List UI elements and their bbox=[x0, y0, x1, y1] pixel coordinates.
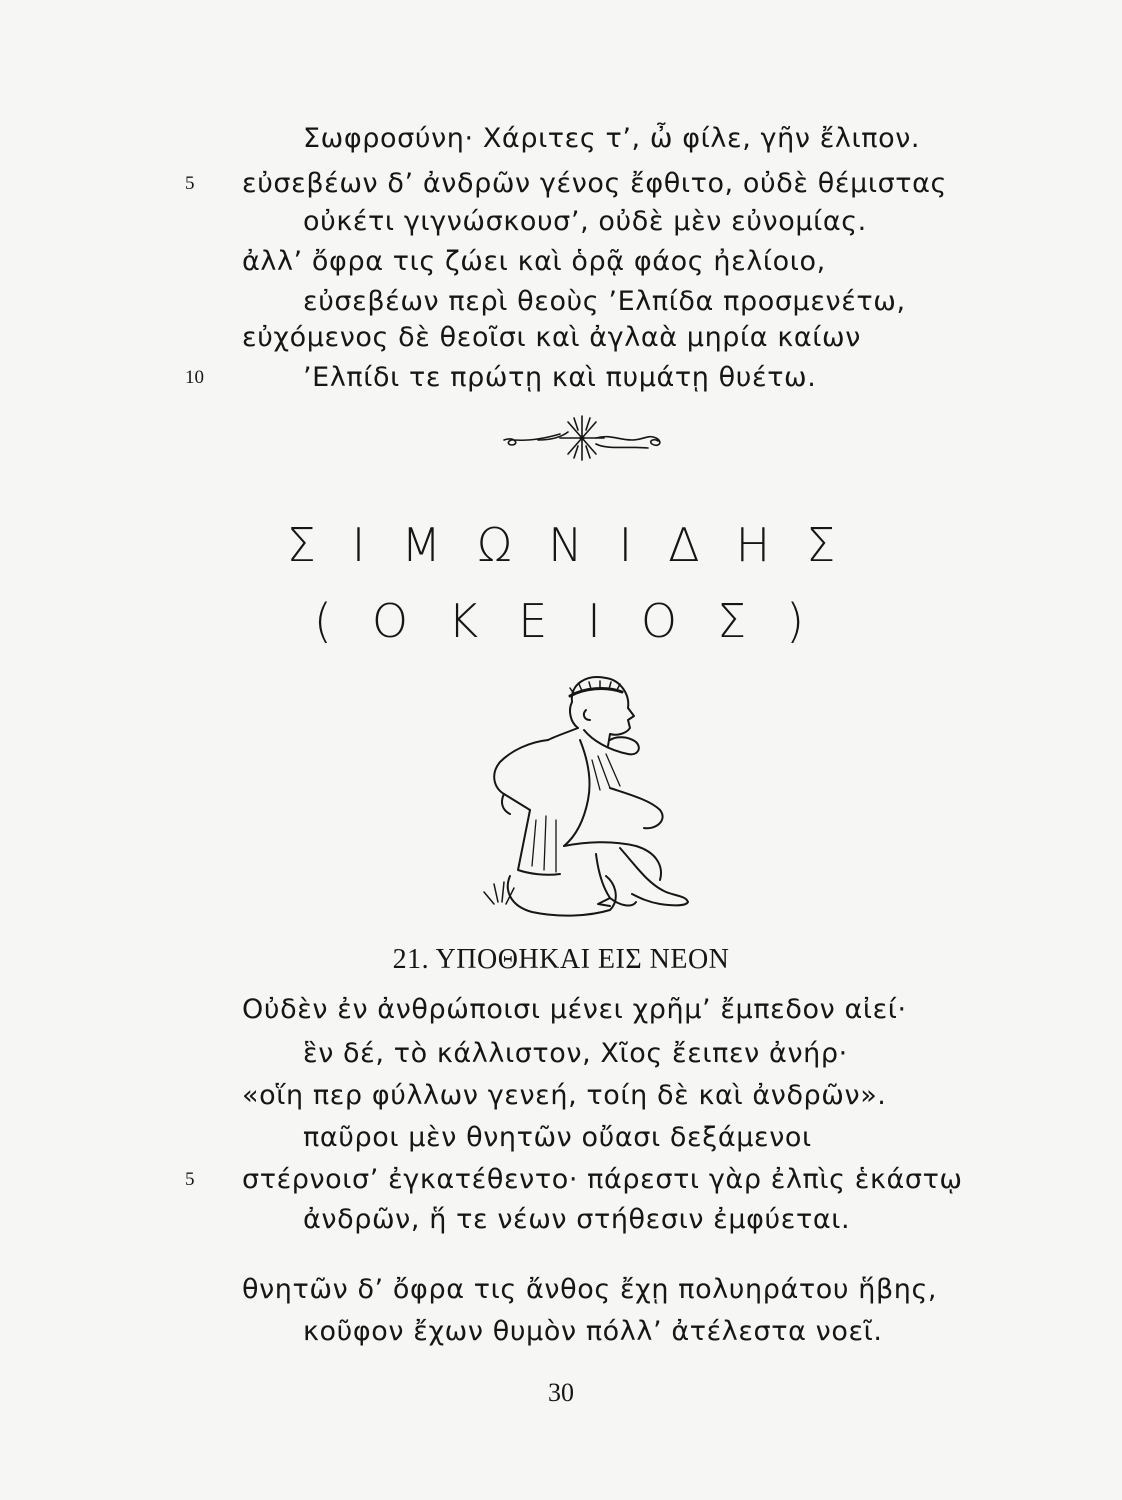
line-number-5-lower: 5 bbox=[185, 1169, 195, 1190]
line-number-5: 5 bbox=[185, 173, 195, 194]
lower-poem-line-6: ἀνδρῶν, ἥ τε νέων στήθεσιν ἐμφύεται. bbox=[303, 1204, 851, 1235]
fleuron-ornament bbox=[498, 410, 668, 466]
upper-poem-line-3: οὐκέτι γιγνώσκουσ’, οὐδὲ μὲν εὐνομίας. bbox=[303, 206, 867, 237]
lower-poem-line-1: Οὐδὲν ἐν ἀνθρώποισι μένει χρῆμ’ ἔμπεδον αἰεί· bbox=[242, 994, 907, 1025]
upper-poem-line-4: ἀλλ’ ὄφρα τις ζώει καὶ ὁρᾷ φάος ἠελίοιο, bbox=[242, 246, 826, 277]
lower-poem-line-2: ἓν δέ, τὸ κάλλιστον, Χῖος ἔειπεν ἀνήρ· bbox=[303, 1038, 848, 1069]
lower-poem-line-3: «οἵη περ φύλλων γενεή, τοίη δὲ καὶ ἀνδρῶν». bbox=[242, 1080, 887, 1111]
lower-poem-line-8: κοῦφον ἔχων θυμὸν πόλλ’ ἀτέλεστα νοεῖ. bbox=[303, 1316, 883, 1347]
upper-poem-line-5: εὐσεβέων περὶ θεοὺς ’Ελπίδα προσμενέτω, bbox=[303, 286, 906, 317]
poem-heading: 21. ΥΠΟΘΗΚΑΙ ΕΙΣ ΝΕΟΝ bbox=[392, 944, 730, 975]
upper-poem-line-1: Σωφροσύνη· Χάριτες τ’, ὦ φίλε, γῆν ἔλιπον. bbox=[303, 123, 921, 154]
seated-youth-illustration bbox=[460, 670, 690, 920]
lower-poem-line-4: παῦροι μὲν θνητῶν οὔασι δεξάμενοι bbox=[303, 1122, 812, 1153]
lower-poem-line-7: θνητῶν δ’ ὄφρα τις ἄνθος ἔχῃ πολυηράτου ἥβης, bbox=[242, 1274, 938, 1305]
upper-poem-line-7: ’Ελπίδι τε πρώτῃ καὶ πυμάτῃ θυέτω. bbox=[303, 362, 817, 393]
line-number-10: 10 bbox=[185, 367, 204, 388]
page-number: 30 bbox=[548, 1378, 574, 1407]
author-origin: (ΟΚΕΙΟΣ) bbox=[313, 594, 845, 648]
lower-poem-line-5: στέρνοισ’ ἐγκατέθεντο· πάρεστι γὰρ ἐλπὶς ἑκάστῳ bbox=[242, 1164, 963, 1195]
author-name: ΣΙΜΩΝΙΔΗΣ bbox=[286, 518, 872, 572]
upper-poem-line-2: εὐσεβέων δ’ ἀνδρῶν γένος ἔφθιτο, οὐδὲ θέμιστας bbox=[242, 168, 947, 199]
upper-poem-line-6: εὐχόμενος δὲ θεοῖσι καὶ ἀγλαὰ μηρία καίων bbox=[242, 322, 861, 353]
